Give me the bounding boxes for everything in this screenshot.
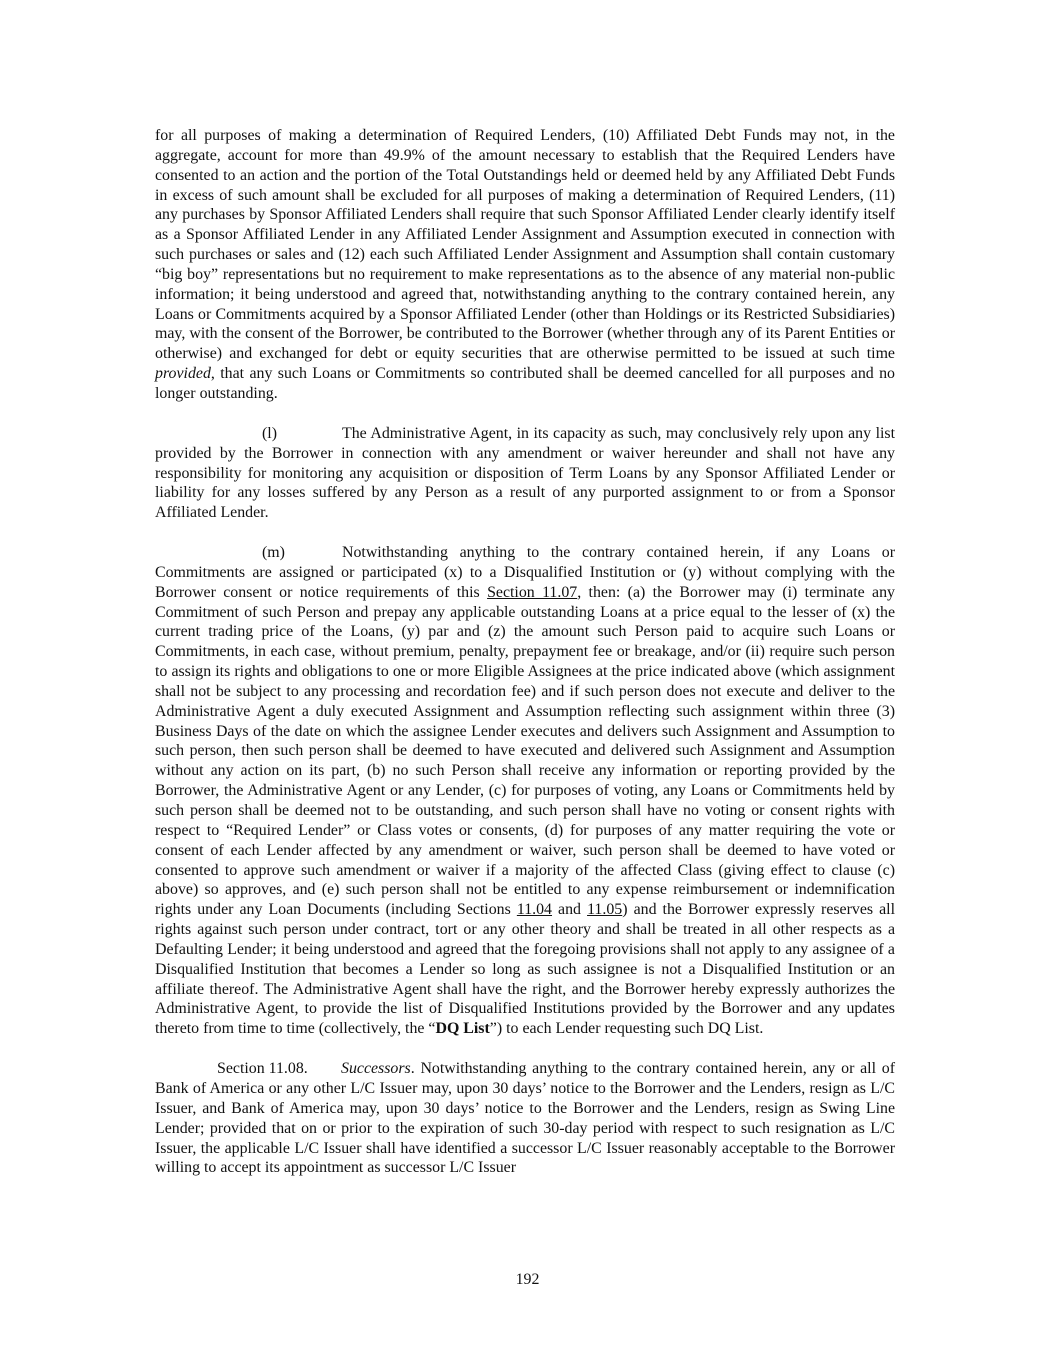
paragraph-m-text-d: ) and the Borrower expressly reserves all rights against such person under contract, tort or any other theory and shall be treated in all other respects as a Defaulting Lender; it being understood and agreed that the foregoing provisions shall not apply to any assignee of a Disqualified Institution that becomes a Lender so long as such assignee is not a Disqualified Institution or an affiliate thereof. The Administrative Agent shall have the right, and the Borrower hereby expressly authorizes the Administrative Agent, to provide the list of Disqualified Institutions provided by the Borrower and any updates thereto from time to time (collectively, the “ xyxy=(155,901,896,1038)
section-reference-11-04: 11.04 xyxy=(516,901,553,919)
continued-italic-provided: provided xyxy=(155,365,211,383)
section-11-08 xyxy=(155,1059,895,1178)
paragraph-m-label: (m) xyxy=(262,544,285,562)
section-title: Successors xyxy=(341,1060,411,1078)
section-number: Section 11.08. xyxy=(217,1060,308,1078)
paragraph-m-text-c: and xyxy=(552,901,588,919)
paragraph-l-text: The Administrative Agent, in its capacity as such, may conclusively rely upon any list provided by the Borrower in connection with any amendment or waiver hereunder and shall not have any responsibility for monitoring any acquisition or disposition of Term Loans by any Sponsor Affiliated Lender or liability for any losses suffered by any Person as a result of any purported assignment to or from a Sponsor Affiliated Lender. xyxy=(155,424,895,522)
paragraph-m-text-a: Notwithstanding anything to the contrary contained herein, if any Loans or Commitments are assigned or participated (x) to a Disqualified Institution or (y) without complying with the Borrower consent or notice requirements of this xyxy=(155,544,895,601)
page-number: 192 xyxy=(515,1271,540,1288)
continued-paragraph xyxy=(155,126,895,404)
section-text: . Notwithstanding anything to the contrary contained herein, any or all of Bank of America or any other L/C Issuer may, upon 30 days’ notice to the Borrower and the Lenders, resign as L/C Issuer, and Bank of America may, upon 30 days’ notice to the Borrower and the Lenders, resign as Swing Line Lender; provided that on or prior to the expiration of such 30-day period with respect to such resignation as L/C Issuer, the applicable L/C Issuer shall have identified a successor L/C Issuer reasonably acceptable to the Borrower willing to accept its appointment as successor L/C Issuer xyxy=(155,1060,895,1177)
document-body xyxy=(155,126,895,1198)
dq-list-defined-term: DQ List xyxy=(435,1020,490,1038)
continued-text-b: , that any such Loans or Commitments so contributed shall be deemed cancelled for all purposes and no longer outstanding. xyxy=(155,365,895,402)
section-reference-11-07: Section 11.07 xyxy=(487,583,578,601)
paragraph-l-label: (l) xyxy=(262,424,277,442)
continued-text-a: for all purposes of making a determination of Required Lenders, (10) Affiliated Debt Funds may not, in the aggregate, account for more than 49.9% of the amount necessary to establish that the Required Lenders have consented to an action and the portion of the Total Outstandings held or deemed held by any Affiliated Debt Funds in excess of such amount shall be excluded for all purposes of making a determination of Required Lenders, (11) any purchases by Sponsor Affiliated Lenders shall require that such Sponsor Affiliated Lender clearly identify itself as a Sponsor Affiliated Lender in any Affiliated Lender Assignment and Assumption executed in connection with such purchases or sales and (12) each such Affiliated Lender Assignment and Assumption shall contain customary “big boy” representations but no requirement to make representations as to the absence of any material non-public information; it being understood and agreed that, notwithstanding anything to the contrary contained herein, any Loans or Commitments acquired by a Sponsor Affiliated Lender (other than Holdings or its Restricted Subsidiaries) may, with the consent of the Borrower, be contributed to the Borrower (whether through any of its Parent Entities or otherwise) and exchanged for debt or equity securities that are otherwise permitted to be issued at such time xyxy=(155,127,895,363)
section-reference-11-05: 11.05 xyxy=(587,901,623,919)
paragraph-m xyxy=(155,543,895,1039)
paragraph-l xyxy=(155,424,895,523)
paragraph-m-text-e: ”) to each Lender requesting such DQ List. xyxy=(489,1020,764,1038)
paragraph-m-text-b: , then: (a) the Borrower may (i) terminate any Commitment of such Person and prepay any applicable outstanding Loans at a price equal to the lesser of (x) the current trading price of the Loans, (y) par and (z) the amount such Person paid to acquire such Loans or Commitments, in each case, without premium, penalty, prepayment fee or breakage, and/or (ii) require such person to assign its rights and obligations to one or more Eligible Assignees at the price indicated above (which assignment shall not be subject to any processing and recordation fee) and if such person does not execute and deliver to the Administrative Agent a duly executed Assignment and Assumption reflecting such assignment within three (3) Business Days of the date on which the assignee Lender executes and delivers such Assignment and Assumption to such person, then such person shall be deemed to have executed and delivered such Assignment and Assumption without any action on its part, (b) no such Person shall receive any information or reporting provided by the Borrower, the Administrative Agent or any Lender, (c) for purposes of voting, any Loans or Commitments held by such person shall be deemed not to be outstanding, and such person shall have no voting or consent rights with respect to “Required Lender” or Class votes or consents, (d) for purposes of any matter requiring the vote or consent of each Lender affected by any amendment or waiver, such person shall be deemed to have voted or consented to approve such amendment or waiver if a majority of the affected Class (giving effect to clause (c) above) so approves, and (e) such person shall not be entitled to any expense reimbursement or indemnification rights under any Loan Documents (including Sections xyxy=(155,583,895,919)
